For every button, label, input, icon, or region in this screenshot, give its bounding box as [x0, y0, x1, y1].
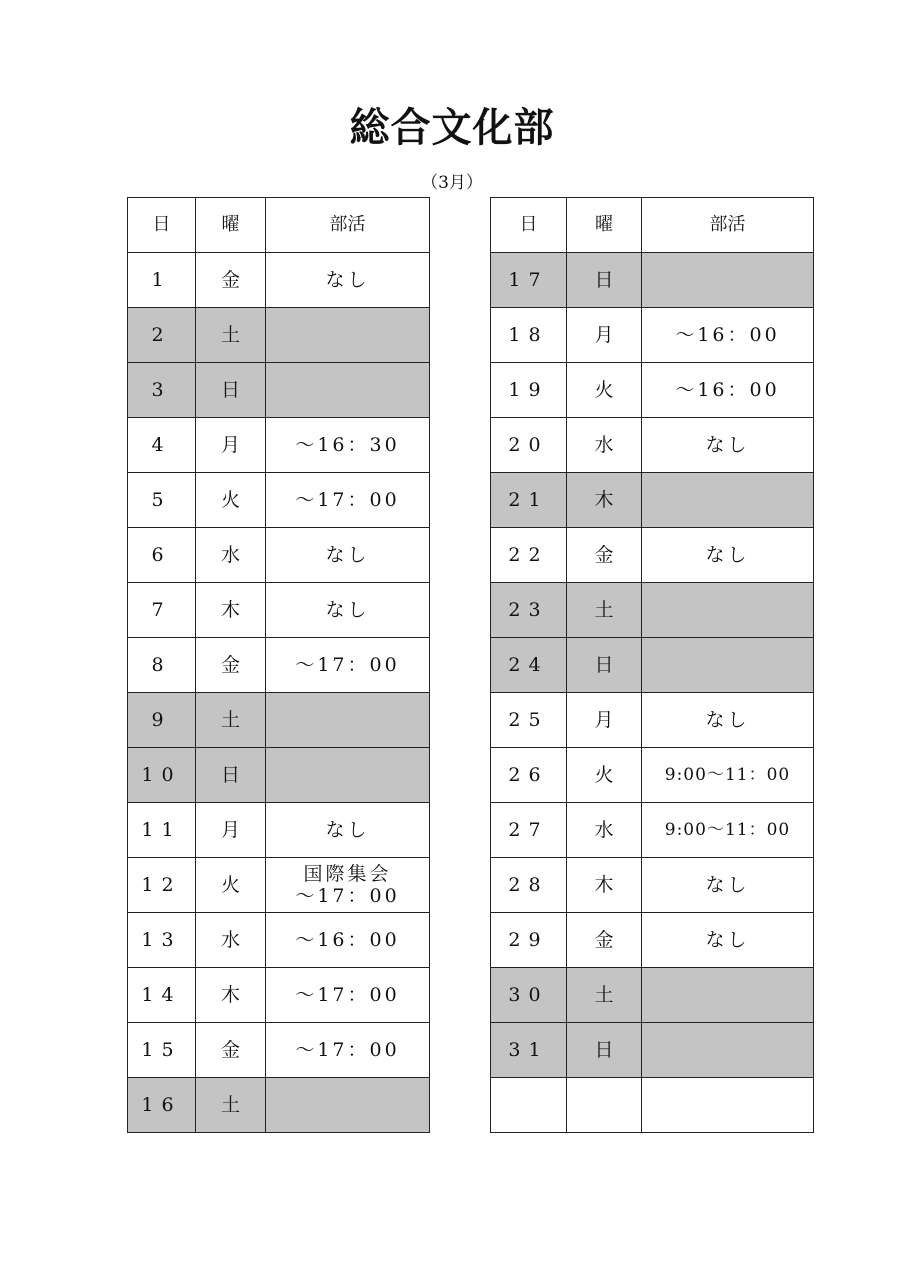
day-cell: 1: [128, 253, 196, 308]
table-row: [128, 418, 430, 473]
day-cell: 12: [128, 858, 196, 913]
day-cell: 24: [491, 638, 567, 693]
table-row: [128, 748, 430, 803]
table-row: [128, 693, 430, 748]
month-subtitle: （3月）: [421, 173, 483, 193]
activity-cell: [266, 363, 430, 418]
weekday-cell: 日: [567, 253, 642, 308]
schedule-table-left: [127, 197, 430, 1133]
day-cell: [491, 1078, 567, 1133]
activity-cell: なし: [266, 528, 430, 583]
table-row: [491, 803, 814, 858]
table-row: [128, 253, 430, 308]
day-cell: 5: [128, 473, 196, 528]
table-row: [128, 528, 430, 583]
day-cell: 9: [128, 693, 196, 748]
header-activity: 部活: [642, 198, 814, 253]
activity-cell: ～16：00: [266, 913, 430, 968]
weekday-cell: 土: [196, 693, 266, 748]
weekday-cell: 火: [196, 858, 266, 913]
activity-cell: ～16：30: [266, 418, 430, 473]
weekday-cell: 日: [196, 748, 266, 803]
activity-cell: ～17：00: [266, 1023, 430, 1078]
weekday-cell: 木: [196, 968, 266, 1023]
activity-cell: [642, 638, 814, 693]
day-cell: 23: [491, 583, 567, 638]
table-row: [491, 858, 814, 913]
day-cell: 28: [491, 858, 567, 913]
activity-line: 国際集会: [303, 863, 392, 885]
table-row: [491, 638, 814, 693]
activity-cell: なし: [266, 253, 430, 308]
table-row: [491, 913, 814, 968]
weekday-cell: 火: [196, 473, 266, 528]
activity-cell: [642, 968, 814, 1023]
day-cell: 19: [491, 363, 567, 418]
day-cell: 8: [128, 638, 196, 693]
table-row: [491, 583, 814, 638]
day-cell: 25: [491, 693, 567, 748]
activity-cell: なし: [266, 583, 430, 638]
activity-cell: なし: [642, 528, 814, 583]
weekday-cell: 月: [196, 803, 266, 858]
weekday-cell: 月: [196, 418, 266, 473]
weekday-cell: 日: [196, 363, 266, 418]
table-row: [491, 1078, 814, 1133]
activity-cell: ～17：00: [266, 473, 430, 528]
day-cell: 14: [128, 968, 196, 1023]
weekday-cell: 木: [567, 473, 642, 528]
weekday-cell: 火: [567, 363, 642, 418]
header-activity: 部活: [266, 198, 430, 253]
day-cell: 11: [128, 803, 196, 858]
activity-cell: [266, 858, 430, 913]
activity-cell: [642, 473, 814, 528]
activity-cell: 9:00～11：00: [642, 748, 814, 803]
activity-cell: [266, 1078, 430, 1133]
day-cell: 29: [491, 913, 567, 968]
day-cell: 22: [491, 528, 567, 583]
weekday-cell: 水: [567, 418, 642, 473]
day-cell: 15: [128, 1023, 196, 1078]
weekday-cell: 金: [567, 528, 642, 583]
table-row: [128, 913, 430, 968]
weekday-cell: 水: [567, 803, 642, 858]
day-cell: 30: [491, 968, 567, 1023]
activity-cell: 9:00～11：00: [642, 803, 814, 858]
activity-cell: [266, 693, 430, 748]
header-weekday: 曜: [196, 198, 266, 253]
table-row: [128, 1023, 430, 1078]
header-weekday: 曜: [567, 198, 642, 253]
activity-cell: [266, 748, 430, 803]
activity-cell: なし: [642, 858, 814, 913]
activity-cell: [642, 253, 814, 308]
weekday-cell: 月: [567, 308, 642, 363]
weekday-cell: 月: [567, 693, 642, 748]
table-row: [491, 1023, 814, 1078]
activity-cell: なし: [642, 693, 814, 748]
table-row: [128, 363, 430, 418]
table-header-row: [491, 198, 814, 253]
table-row: [491, 968, 814, 1023]
table-row: [491, 528, 814, 583]
weekday-cell: 日: [567, 1023, 642, 1078]
schedule-table-right: [490, 197, 814, 1133]
day-cell: 10: [128, 748, 196, 803]
day-cell: 2: [128, 308, 196, 363]
activity-cell: [642, 583, 814, 638]
weekday-cell: 金: [567, 913, 642, 968]
day-cell: 18: [491, 308, 567, 363]
day-cell: 3: [128, 363, 196, 418]
day-cell: 20: [491, 418, 567, 473]
weekday-cell: 金: [196, 638, 266, 693]
table-row: [491, 473, 814, 528]
table-row: [491, 253, 814, 308]
activity-cell: ～17：00: [266, 638, 430, 693]
weekday-cell: 火: [567, 748, 642, 803]
day-cell: 31: [491, 1023, 567, 1078]
weekday-cell: 土: [196, 308, 266, 363]
table-row: [491, 748, 814, 803]
activity-cell: ～17：00: [266, 968, 430, 1023]
activity-cell: ～16：00: [642, 308, 814, 363]
day-cell: 4: [128, 418, 196, 473]
weekday-cell: 土: [196, 1078, 266, 1133]
activity-cell: [642, 1023, 814, 1078]
header-day: 日: [491, 198, 567, 253]
day-cell: 13: [128, 913, 196, 968]
weekday-cell: 土: [567, 968, 642, 1023]
day-cell: 16: [128, 1078, 196, 1133]
activity-cell: なし: [266, 803, 430, 858]
day-cell: 7: [128, 583, 196, 638]
table-row: [128, 858, 430, 913]
weekday-cell: 土: [567, 583, 642, 638]
weekday-cell: 金: [196, 253, 266, 308]
table-header-row: [128, 198, 430, 253]
activity-cell: ～16：00: [642, 363, 814, 418]
table-row: [491, 418, 814, 473]
weekday-cell: 金: [196, 1023, 266, 1078]
table-row: [128, 473, 430, 528]
day-cell: 21: [491, 473, 567, 528]
table-row: [128, 1078, 430, 1133]
weekday-cell: 水: [196, 913, 266, 968]
activity-cell: なし: [642, 913, 814, 968]
weekday-cell: 日: [567, 638, 642, 693]
weekday-cell: 木: [567, 858, 642, 913]
day-cell: 17: [491, 253, 567, 308]
header-day: 日: [128, 198, 196, 253]
weekday-cell: 木: [196, 583, 266, 638]
weekday-cell: [567, 1078, 642, 1133]
table-row: [491, 693, 814, 748]
weekday-cell: 水: [196, 528, 266, 583]
table-row: [491, 308, 814, 363]
activity-line: ～17：00: [295, 885, 400, 907]
table-row: [128, 308, 430, 363]
activity-cell: [266, 308, 430, 363]
table-row: [128, 803, 430, 858]
page-title: 総合文化部: [349, 104, 555, 151]
activity-cell: [642, 1078, 814, 1133]
table-row: [128, 968, 430, 1023]
table-row: [128, 638, 430, 693]
table-row: [128, 583, 430, 638]
activity-cell: なし: [642, 418, 814, 473]
table-row: [491, 363, 814, 418]
day-cell: 26: [491, 748, 567, 803]
day-cell: 27: [491, 803, 567, 858]
day-cell: 6: [128, 528, 196, 583]
